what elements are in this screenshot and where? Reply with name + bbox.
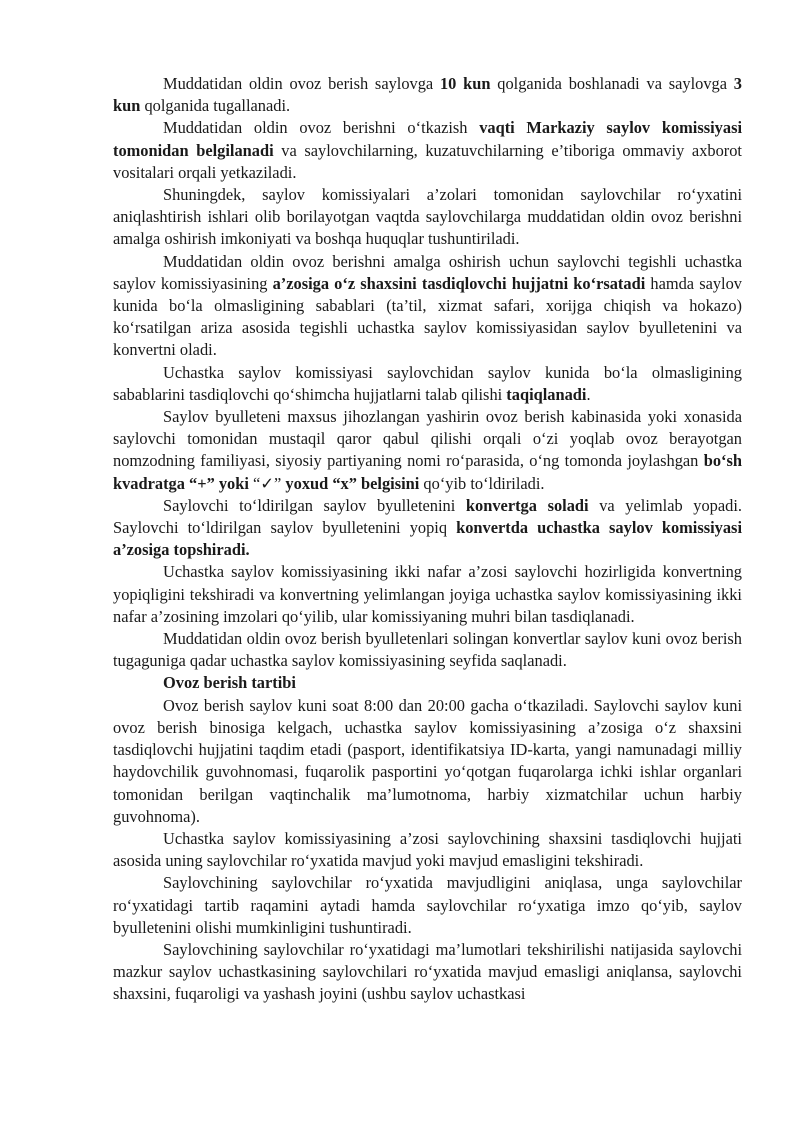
paragraph <box>113 628 742 672</box>
text-run: Uchastka saylov komissiyasi saylovchidan saylov kunida bo‘la olmasligining sabablarini tasdiqlovchi qo‘shimcha hujjatlarni talab qilishi <box>113 362 742 404</box>
text-run: Muddatidan oldin ovoz berish byulletenlari solingan konvertlar saylov kuni ovoz berish tugaguniga qadar uchastka saylov komissiyasining seyfida saqlanadi. <box>113 629 742 671</box>
paragraph <box>113 495 742 562</box>
text-run: Saylovchining saylovchilar ro‘yxatida mavjudligini aniqlasa, unga saylovchilar ro‘yxatidagi tartib raqamini aytadi hamda saylovchilar ro‘yxatiga imzo qo‘yib, saylov byulletenini olishi mumkinligini tushuntiradi. <box>113 873 742 937</box>
bold-text: konvertda uchastka saylov komissiyasi a’zosiga topshiradi. <box>113 518 742 560</box>
paragraph <box>113 184 742 251</box>
bold-text: bo‘sh kvadratga “+” yoki <box>113 451 742 493</box>
text-run: Muddatidan oldin ovoz berish saylovga <box>163 74 440 93</box>
text-run: Saylovchi to‘ldirilgan saylov byulletenini <box>163 495 466 515</box>
bold-text: 3 kun <box>113 74 742 116</box>
text-run: qolganida tugallanadi. <box>140 96 291 116</box>
text-run: Ovoz berish saylov kuni soat 8:00 dan 20:00 gacha o‘tkaziladi. Saylovchi saylov kuni ovoz berish binosiga kelgach, uchastka saylov komissiyasining a’zosiga o‘z shaxsini tasdiqlovchi hujjatini taqdim etadi (pasport, identifikatsiya ID-karta, yangi namunadagi milliy haydovchilik guvohnomasi, fuqarolik pasportini yo‘qotgan fuqarolarga ichki ishlar organlari tomonidan berilgan vaqtinchalik ma’lumotnoma, harbiy xizmatchilar uchun harbiy guvohnoma). <box>113 695 742 826</box>
bold-text: konvertga soladi <box>465 495 589 515</box>
text-run: . <box>586 384 591 404</box>
text-run: Shuningdek, saylov komissiyalari a’zolari tomonidan saylovchilar ro‘yxatini aniqlashtirish ishlari olib borilayotgan vaqtda saylovchilarga muddatidan oldin ovoz berishni amalga oshirish imkoniyati va boshqa huquqlar tushuntiriladi. <box>113 185 742 249</box>
text-run: Uchastka saylov komissiyasining ikki nafar a’zosi saylovchi hozirligida konvertning yopiqligini tekshiradi va konvertning yelimlangan joyiga uchastka saylov komissiyasining ikki nafar a’zosining imzolari qo‘yilib, ular komissiyaning muhri bilan tasdiqlanadi. <box>113 562 742 626</box>
text-run: va yelimlab yopadi. Saylovchi to‘ldirilgan saylov byulletenini yopiq <box>113 495 742 538</box>
paragraph <box>113 406 742 495</box>
paragraph <box>113 872 742 939</box>
section-voting-procedure <box>113 695 742 1006</box>
paragraph <box>113 939 742 1006</box>
bold-text: taqiqlanadi <box>506 384 587 404</box>
bold-text: 10 kun <box>439 74 491 93</box>
paragraph <box>113 561 742 628</box>
text-run: va saylovchilarning, kuzatuvchilarning e’tiboriga ommaviy axborot vositalari orqali yetkaziladi. <box>113 140 742 182</box>
text-run: Saylovchining saylovchilar ro‘yxatidagi ma’lumotlari tekshirilishi natijasida saylovchi mazkur saylov uchastkasining saylovchilari ro‘yxatida mavjud emasligi aniqlansa, saylovchi shaxsini, fuqaroligi va yashash joyini (ushbu saylov uchastkasi <box>113 939 742 1004</box>
text-run: Muddatidan oldin ovoz berishni amalga oshirish uchun saylovchi tegishli uchastka saylov komissiyasining <box>113 251 742 293</box>
bold-text: a’zosiga o‘z shaxsini tasdiqlovchi hujjatni ko‘rsatadi <box>272 273 646 293</box>
text-run: Muddatidan oldin ovoz berishni o‘tkazish <box>163 118 480 138</box>
text-run: Uchastka saylov komissiyasining a’zosi saylovchining shaxsini tasdiqlovchi hujjati asosida uning saylovchilar ro‘yxatida mavjud yoki mavjud emasligini tekshiradi. <box>113 828 742 871</box>
paragraph <box>113 117 742 184</box>
paragraph <box>113 251 742 362</box>
paragraph <box>113 362 742 406</box>
text-run: Saylov byulleteni maxsus jihozlangan yashirin ovoz berish kabinasida yoki xonasida saylovchi tomonidan mustaqil qaror qabul qilishi orqali o‘zi yoqlab ovoz berayotgan nomzodning familiyasi, siyosiy partiyaning nomi ro‘parasida, o‘ng tomonda joylashgan <box>113 407 742 471</box>
paragraph <box>113 828 742 872</box>
text-run: “✓” <box>248 473 286 493</box>
document-page <box>113 73 742 1006</box>
section-early-voting <box>113 73 742 672</box>
text-run: qolganida boshlanadi va saylovga <box>490 74 734 93</box>
text-run: qo‘yib to‘ldiriladi. <box>419 473 545 493</box>
paragraph <box>113 695 742 828</box>
text-run: hamda saylov kunida bo‘la olmasligining sabablari (ta’til, xizmat safari, xorijga chiqish va hokazo) ko‘rsatilgan ariza asosida tegishli uchastka saylov komissiyasidan saylov byulletenini va konvertni oladi. <box>113 273 742 360</box>
section-heading: Ovoz berish tartibi <box>163 673 296 693</box>
bold-text: vaqti Markaziy saylov komissiyasi tomonidan belgilanadi <box>113 118 742 160</box>
paragraph <box>113 73 742 117</box>
bold-text: yoxud “x” belgisini <box>285 473 420 493</box>
